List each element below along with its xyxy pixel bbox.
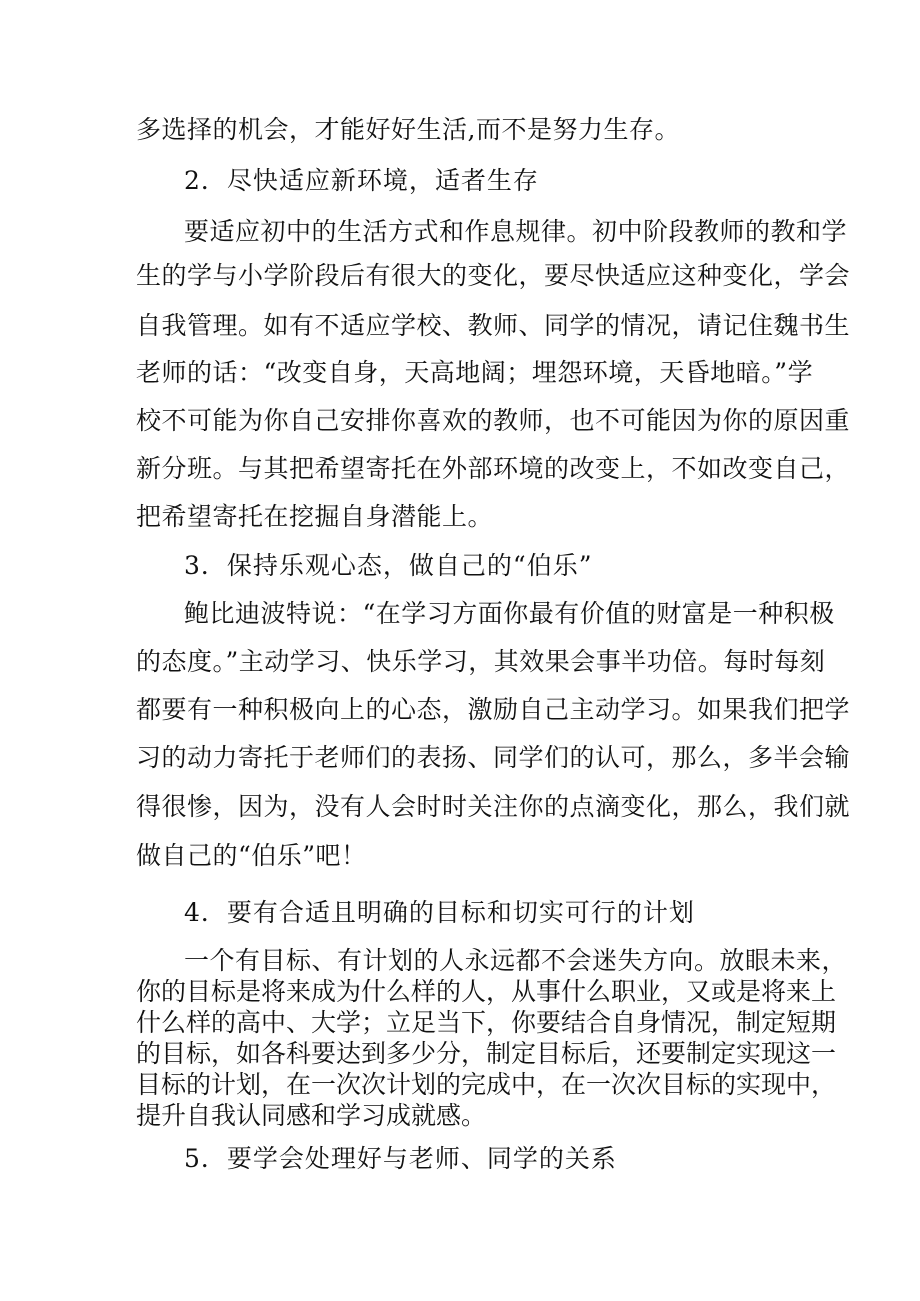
paragraph-line: 多选择的机会，才能好好生活,而不是努力生存。 — [136, 115, 680, 144]
paragraph-line: 鲍比迪波特说：“在学习方面你最有价值的财富是一种积极 — [184, 599, 835, 628]
paragraph-line: 校不可能为你自己安排你喜欢的教师，也不可能因为你的原因重 — [136, 406, 851, 435]
paragraph-line: 得很惨，因为，没有人会时时关注你的点滴变化，那么，我们就 — [136, 792, 851, 821]
paragraph-line: 自我管理。如有不适应学校、教师、同学的情况，请记住魏书生 — [136, 311, 851, 340]
paragraph-line: 要适应初中的生活方式和作息规律。初中阶段教师的教和学 — [184, 217, 848, 246]
section-heading-2: 2．尽快适应新环境，适者生存 — [184, 166, 539, 195]
paragraph-line: 的态度。”主动学习、快乐学习，其效果会事半功倍。每时每刻 — [136, 647, 826, 676]
paragraph-line: 一个有目标、有计划的人永远都不会迷失方向。放眼未来， — [184, 946, 848, 975]
section-heading-4: 4．要有合适且明确的目标和切实可行的计划 — [184, 898, 695, 927]
section-heading-3: 3．保持乐观心态，做自己的“伯乐” — [184, 551, 593, 580]
paragraph-line: 的目标，如各科要达到多少分，制定目标后，还要制定实现这一 — [136, 1039, 837, 1068]
paragraph-line: 生的学与小学阶段后有很大的变化，要尽快适应这种变化，学会 — [136, 261, 851, 290]
paragraph-line: 提升自我认同感和学习成就感。 — [136, 1101, 487, 1130]
paragraph-line: 什么样的高中、大学；立足当下，你要结合自身情况，制定短期 — [136, 1008, 837, 1037]
paragraph-line: 老师的话：“改变自身，天高地阔；埋怨环境，天昏地暗。”学 — [136, 358, 814, 387]
paragraph-line: 都要有一种积极向上的心态，激励自己主动学习。如果我们把学 — [136, 695, 851, 724]
section-heading-5: 5．要学会处理好与老师、同学的关系 — [184, 1144, 617, 1173]
paragraph-line: 做自己的“伯乐”吧！ — [136, 841, 367, 870]
paragraph-line: 习的动力寄托于老师们的表扬、同学们的认可，那么，多半会输 — [136, 743, 851, 772]
paragraph-line: 你的目标是将来成为什么样的人，从事什么职业，又或是将来上 — [136, 977, 837, 1006]
paragraph-line: 目标的计划，在一次次计划的完成中，在一次次目标的实现中， — [136, 1070, 837, 1099]
paragraph-line: 新分班。与其把希望寄托在外部环境的改变上，不如改变自己， — [136, 454, 851, 483]
paragraph-line: 把希望寄托在挖掘自身潜能上。 — [136, 502, 494, 531]
